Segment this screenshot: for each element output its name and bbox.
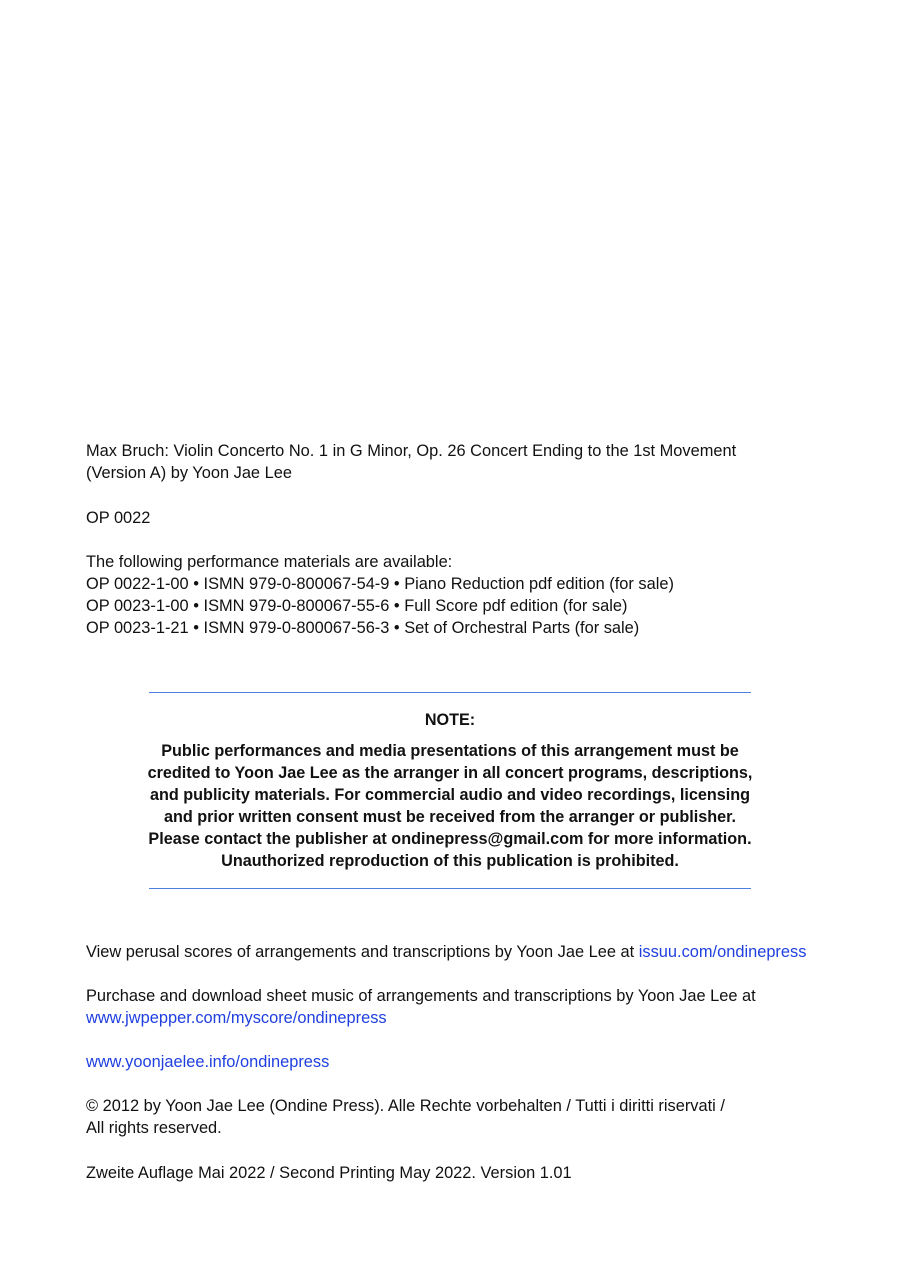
perusal-info — [86, 941, 826, 963]
copyright-line-2: All rights reserved. — [86, 1119, 222, 1137]
copyright-line-1: © 2012 by Yoon Jae Lee (Ondine Press). Alle Rechte vorbehalten / Tutti i diritti riservati / — [86, 1097, 725, 1115]
op-number-text: OP 0022 — [86, 509, 151, 527]
purchase-info — [86, 985, 826, 1029]
perusal-text: View perusal scores of arrangements and transcriptions by Yoon Jae Lee at — [86, 943, 639, 961]
note-line: Unauthorized reproduction of this publication is prohibited. — [221, 852, 679, 870]
materials-list — [86, 551, 826, 639]
note-line: credited to Yoon Jae Lee as the arranger in all concert programs, descriptions, — [147, 764, 753, 782]
website-info — [86, 1051, 826, 1073]
materials-item: OP 0023-1-00 • ISMN 979-0-800067-55-6 • Full Score pdf edition (for sale) — [86, 597, 628, 615]
note-heading: NOTE: — [424, 711, 476, 729]
work-title-line-1: Max Bruch: Violin Concerto No. 1 in G Minor, Op. 26 Concert Ending to the 1st Movement — [86, 442, 737, 460]
op-number — [86, 507, 826, 529]
copyright-notice — [86, 1095, 826, 1139]
materials-intro: The following performance materials are available: — [86, 553, 453, 571]
work-title — [86, 440, 826, 484]
materials-item: OP 0022-1-00 • ISMN 979-0-800067-54-9 • Piano Reduction pdf edition (for sale) — [86, 575, 674, 593]
purchase-text: Purchase and download sheet music of arrangements and transcriptions by Yoon Jae Lee at — [86, 987, 756, 1005]
printing-info — [86, 1162, 826, 1184]
work-title-line-2: (Version A) by Yoon Jae Lee — [86, 464, 292, 482]
note-line: and publicity materials. For commercial audio and video recordings, licensing — [150, 786, 750, 804]
note-line: Please contact the publisher at ondinepress@gmail.com for more information. — [148, 830, 752, 848]
jwpepper-link[interactable]: www.jwpepper.com/myscore/ondinepress — [86, 1009, 387, 1027]
printing-text: Zweite Auflage Mai 2022 / Second Printing May 2022. Version 1.01 — [86, 1164, 572, 1182]
note-body — [139, 740, 761, 872]
note-box — [149, 692, 751, 889]
perusal-line — [86, 941, 826, 963]
website-link[interactable]: www.yoonjaelee.info/ondinepress — [86, 1053, 330, 1071]
note-line: and prior written consent must be received from the arranger or publisher. — [163, 808, 737, 826]
note-line: Public performances and media presentations of this arrangement must be — [161, 742, 739, 760]
materials-item: OP 0023-1-21 • ISMN 979-0-800067-56-3 • Set of Orchestral Parts (for sale) — [86, 619, 640, 637]
issuu-link[interactable]: issuu.com/ondinepress — [638, 943, 807, 961]
